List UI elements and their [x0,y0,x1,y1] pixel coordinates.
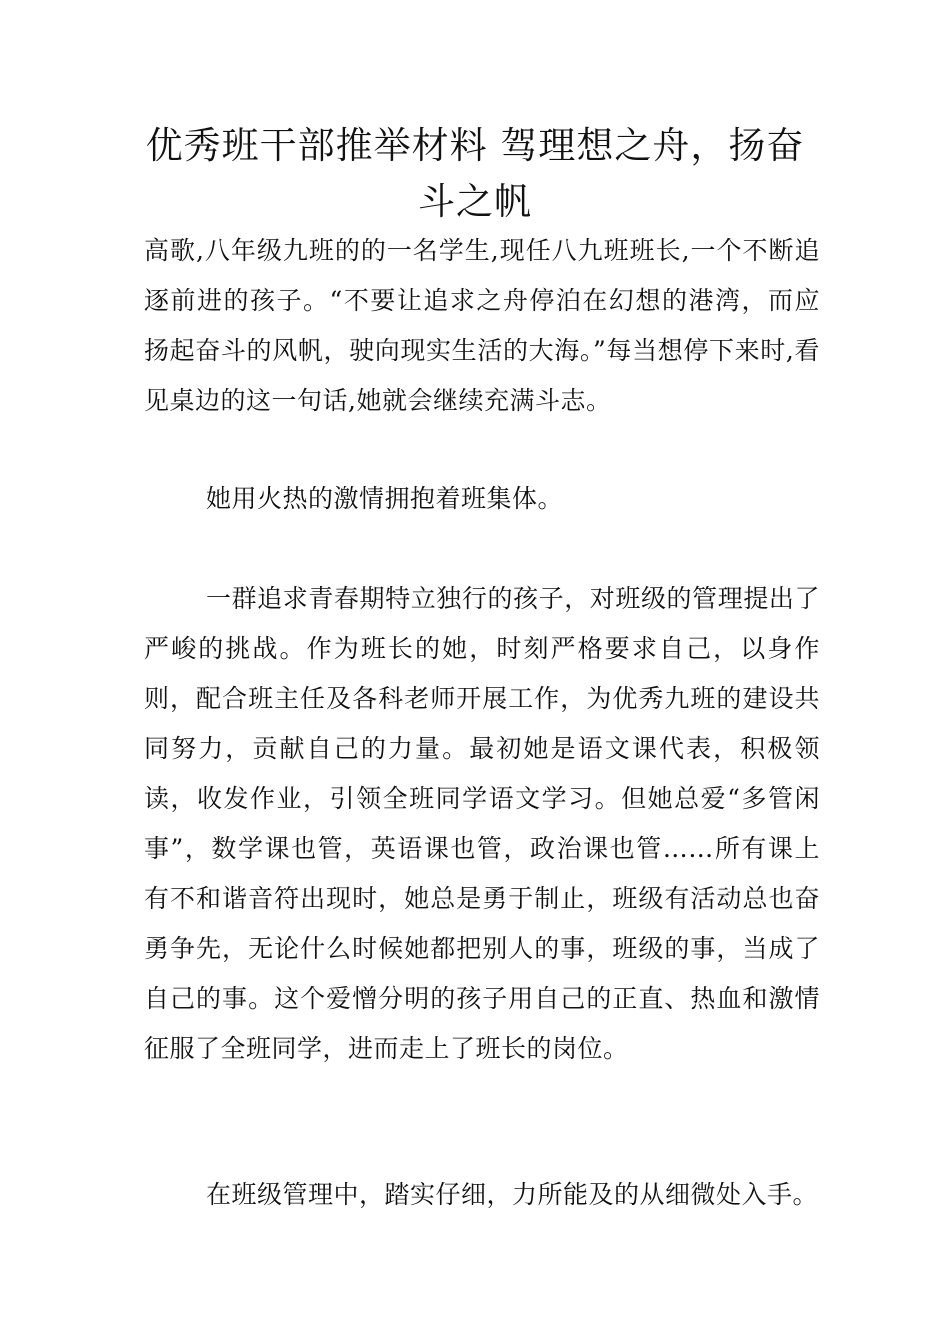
paragraph-intro: 高歌,八年级九班的的一名学生,现任八九班班长,一个不断追逐前进的孩子。“不要让追求之舟停泊在幻想的港湾，而应扬起奋斗的风帆，驶向现实生活的大海。”每当想停下来时,看见桌边的这一句话,她就会继续充满斗志。 [144,236,820,415]
paragraph-class-management: 一群追求青春期特立独行的孩子，对班级的管理提出了严峻的挑战。作为班长的她，时刻严格要求自己，以身作则，配合班主任及各科老师开展工作，为优秀九班的建设共同努力，贡献自己的力量。最初她是语文课代表，积极领读，收发作业，引领全班同学语文学习。但她总爱“多管闲事”，数学课也管，英语课也管，政治课也管……所有课上有不和谐音符出现时，她总是勇于制止，班级有活动总也奋勇争先，无论什么时候她都把别人的事，班级的事，当成了自己的事。这个爱憎分明的孩子用自己的正直、热血和激情征服了全班同学，进而走上了班长的岗位。 [144,584,820,1063]
document-title: 优秀班干部推举材料 驾理想之舟，扬奋斗之帆 [145,124,805,223]
paragraph-detail: 在班级管理中，踏实仔细，力所能及的从细微处入手。 [206,1180,819,1209]
paragraph-enthusiasm: 她用火热的激情拥抱着班集体。 [206,484,564,513]
